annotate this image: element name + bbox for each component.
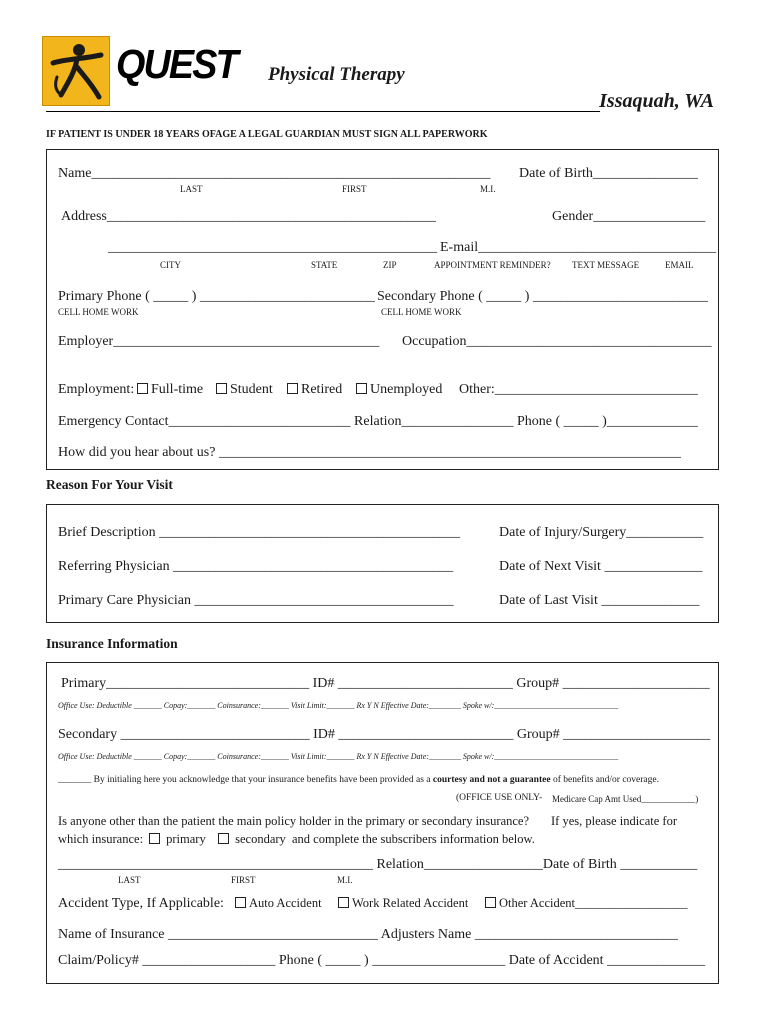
which-insurance-label: which insurance: bbox=[58, 832, 144, 846]
office-use-secondary: Office Use: Deductible _______ Copay:_______ Coinsurance:_______ Visit Limit:_______ Rx Y N Effective Date:________ Spoke w/:_______________________________ bbox=[58, 752, 619, 761]
last-visit-field[interactable]: Date of Last Visit ______________ bbox=[499, 593, 700, 608]
checkbox-icon[interactable] bbox=[485, 897, 496, 908]
employment-retired[interactable]: Retired bbox=[287, 382, 342, 398]
name-field[interactable]: Name_________________________________________________________ bbox=[58, 166, 491, 181]
work-accident-option[interactable]: Work Related Accident bbox=[338, 896, 468, 911]
employment-student[interactable]: Student bbox=[216, 382, 273, 398]
insurance-section-heading: Insurance Information bbox=[46, 636, 178, 651]
emergency-contact-field[interactable]: Emergency Contact__________________________ Relation________________ Phone ( _____ )_____________ bbox=[58, 414, 698, 429]
email-field[interactable]: E-mail__________________________________ bbox=[440, 240, 717, 255]
claim-policy-field[interactable]: Claim/Policy# ___________________ Phone ( _____ ) ___________________ Date of Accident ______________ bbox=[58, 953, 706, 968]
first-label: FIRST bbox=[342, 184, 367, 194]
holder-secondary-option[interactable]: secondary bbox=[218, 832, 286, 847]
primary-phone-type[interactable]: CELL HOME WORK bbox=[58, 307, 139, 317]
initial-acknowledgement[interactable]: _______ By initialing here you acknowledge that your insurance benefits have been provided as a courtesy and not a guarantee of benefits and/or coverage. bbox=[58, 775, 659, 785]
employment-other-field[interactable]: Other:_____________________________ bbox=[459, 382, 698, 397]
subscriber-field[interactable]: _____________________________________________ Relation_________________Date of Birth ___________ bbox=[58, 857, 698, 872]
address-line2-field[interactable]: _______________________________________________ bbox=[108, 240, 437, 255]
referral-source-field[interactable]: How did you hear about us? __________________________________________________________________ bbox=[58, 445, 681, 460]
checkbox-icon[interactable] bbox=[356, 383, 367, 394]
auto-accident-option[interactable]: Auto Accident bbox=[235, 896, 322, 911]
secondary-phone-field[interactable]: Secondary Phone ( _____ ) _________________________ bbox=[377, 289, 708, 304]
other-accident-option[interactable]: Other Accident__________________ bbox=[485, 896, 688, 911]
secondary-phone-type[interactable]: CELL HOME WORK bbox=[381, 307, 462, 317]
checkbox-icon[interactable] bbox=[287, 383, 298, 394]
mi-label: M.I. bbox=[480, 184, 496, 194]
primary-phone-field[interactable]: Primary Phone ( _____ ) _________________________ bbox=[58, 289, 375, 304]
medicare-cap-field: Medicare Cap Amt Used____________) bbox=[552, 794, 699, 804]
person-logo-icon bbox=[43, 37, 109, 105]
zip-label: ZIP bbox=[383, 260, 397, 270]
employment-unemployed[interactable]: Unemployed bbox=[356, 382, 442, 398]
next-visit-field[interactable]: Date of Next Visit ______________ bbox=[499, 559, 703, 574]
appointment-reminder-label: APPOINTMENT REMINDER? bbox=[434, 260, 551, 270]
checkbox-icon[interactable] bbox=[137, 383, 148, 394]
checkbox-icon[interactable] bbox=[218, 833, 229, 844]
checkbox-icon[interactable] bbox=[216, 383, 227, 394]
brand-subtitle: Physical Therapy bbox=[268, 64, 405, 85]
email-option[interactable]: EMAIL bbox=[665, 260, 694, 270]
insurance-name-field[interactable]: Name of Insurance ______________________________ Adjusters Name _____________________________ bbox=[58, 927, 678, 942]
text-message-option[interactable]: TEXT MESSAGE bbox=[572, 260, 640, 270]
primary-insurance-field[interactable]: Primary_____________________________ ID# _________________________ Group# _____________________ bbox=[61, 676, 710, 691]
checkbox-icon[interactable] bbox=[338, 897, 349, 908]
occupation-field[interactable]: Occupation___________________________________ bbox=[402, 334, 712, 349]
employer-field[interactable]: Employer______________________________________ bbox=[58, 334, 380, 349]
accident-type-label: Accident Type, If Applicable: bbox=[58, 896, 224, 911]
office-use-primary: Office Use: Deductible _______ Copay:_______ Coinsurance:_______ Visit Limit:_______ Rx Y N Effective Date:________ Spoke w/:_______________________________ bbox=[58, 701, 619, 710]
date-of-injury-field[interactable]: Date of Injury/Surgery___________ bbox=[499, 525, 704, 540]
employment-label: Employment: bbox=[58, 382, 135, 397]
subscriber-last-label: LAST bbox=[118, 875, 141, 885]
referring-physician-field[interactable]: Referring Physician ________________________________________ bbox=[58, 559, 454, 574]
employment-fulltime[interactable]: Full-time bbox=[137, 382, 203, 398]
brand-name: QUEST bbox=[116, 41, 237, 87]
primary-care-field[interactable]: Primary Care Physician _____________________________________ bbox=[58, 593, 454, 608]
last-label: LAST bbox=[180, 184, 203, 194]
dob-field[interactable]: Date of Birth_______________ bbox=[519, 166, 698, 181]
clinic-location: Issaquah, WA bbox=[599, 90, 714, 112]
visit-section-heading: Reason For Your Visit bbox=[46, 477, 173, 492]
checkbox-icon[interactable] bbox=[149, 833, 160, 844]
checkbox-icon[interactable] bbox=[235, 897, 246, 908]
office-use-only-label: (OFFICE USE ONLY- bbox=[456, 793, 543, 803]
brief-description-field[interactable]: Brief Description ___________________________________________ bbox=[58, 525, 461, 540]
header-rule bbox=[46, 111, 600, 112]
subscriber-mi-label: M.I. bbox=[337, 875, 353, 885]
quest-logo bbox=[42, 36, 110, 106]
subscriber-first-label: FIRST bbox=[231, 875, 256, 885]
if-yes-label: If yes, please indicate for bbox=[551, 814, 677, 828]
complete-instructions: and complete the subscribers information below. bbox=[292, 832, 535, 846]
secondary-insurance-field[interactable]: Secondary ___________________________ ID# _________________________ Group# _____________________ bbox=[58, 727, 711, 742]
city-label: CITY bbox=[160, 260, 181, 270]
state-label: STATE bbox=[311, 260, 338, 270]
policy-holder-question: Is anyone other than the patient the main policy holder in the primary or secondary insurance? bbox=[58, 814, 530, 828]
guardian-notice: IF PATIENT IS UNDER 18 YEARS OFAGE A LEGAL GUARDIAN MUST SIGN ALL PAPERWORK bbox=[46, 129, 488, 140]
holder-primary-option[interactable]: primary bbox=[149, 832, 206, 847]
gender-field[interactable]: Gender________________ bbox=[552, 209, 706, 224]
address-field[interactable]: Address_______________________________________________ bbox=[61, 209, 436, 224]
